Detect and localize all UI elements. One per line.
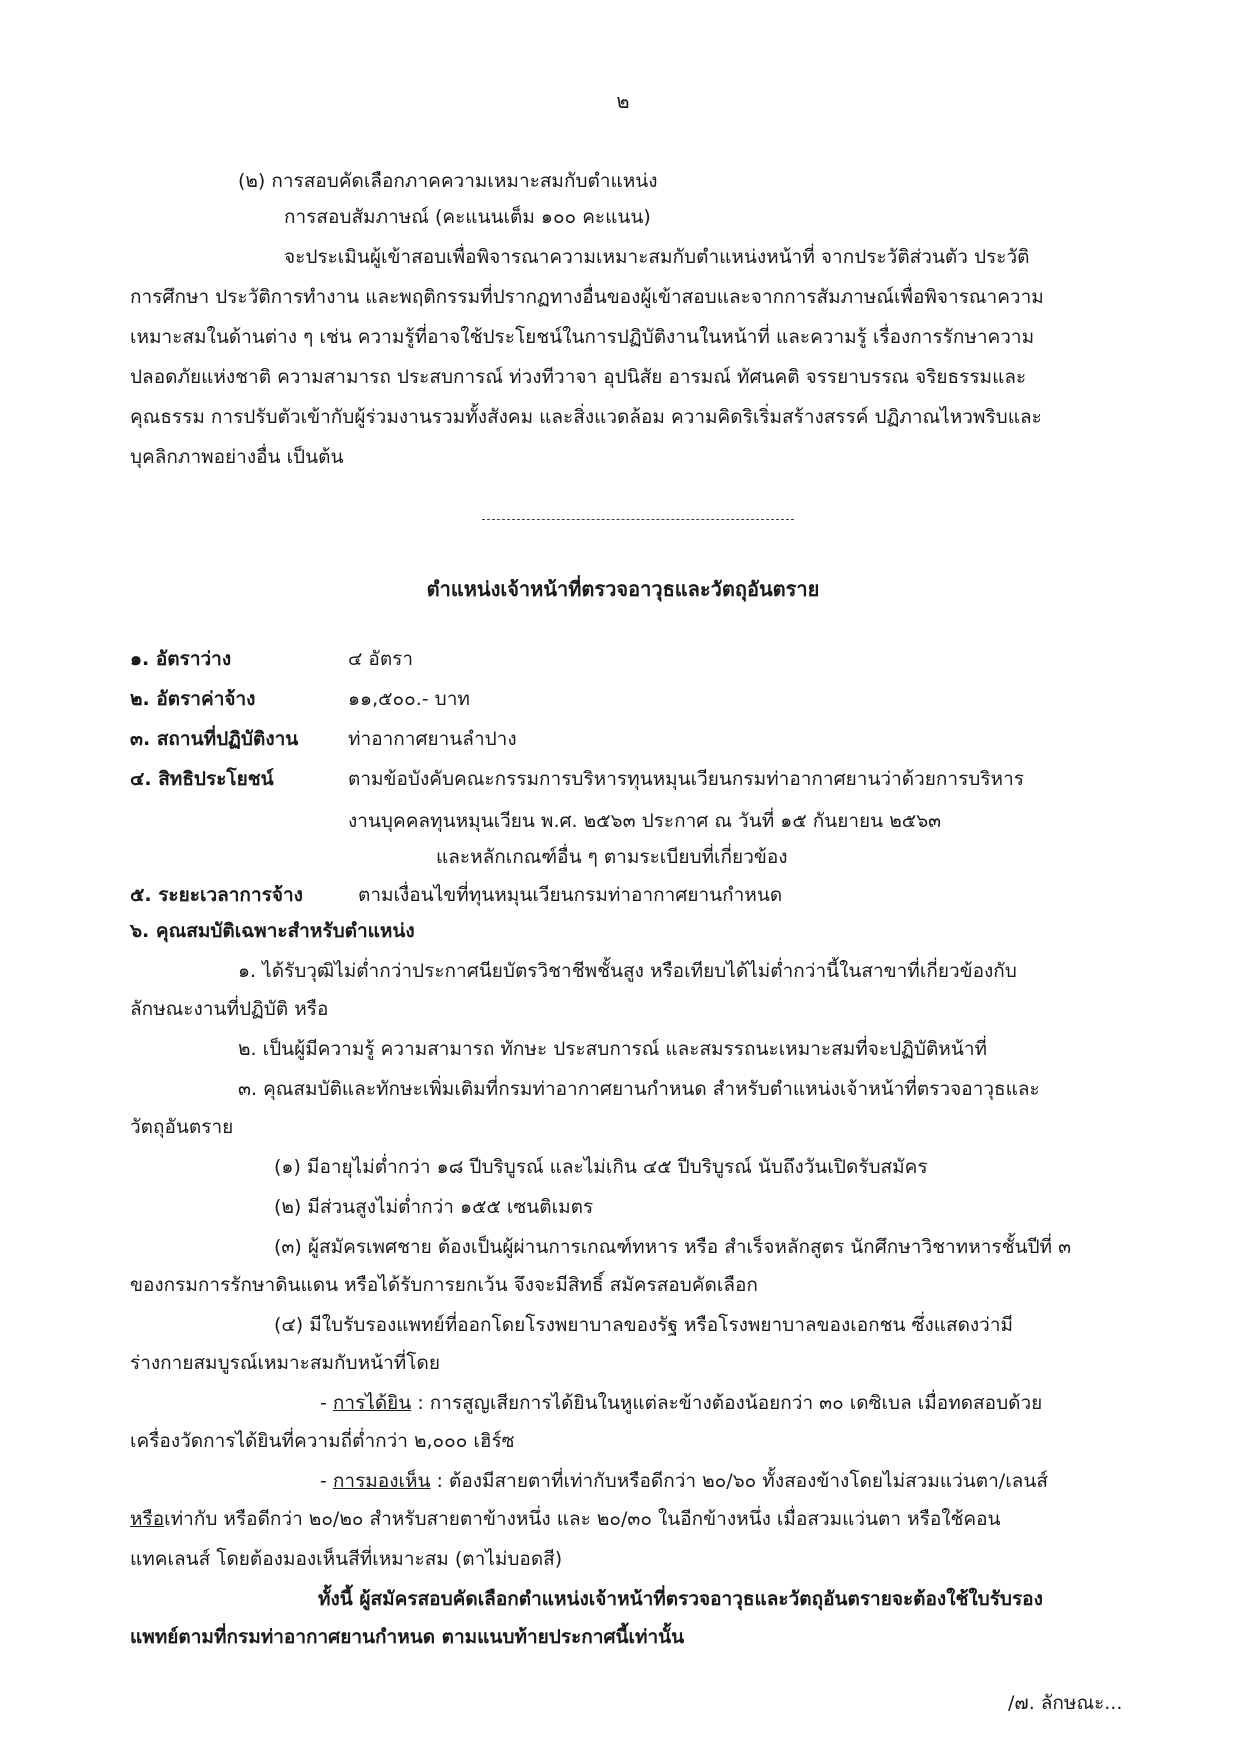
hearing-requirement-cont: เครื่องวัดการได้ยินที่ความถี่ต่ำกว่า ๒,๐๐๐ เฮิร์ซ: [130, 1430, 515, 1452]
qualification-item: ๒. เป็นผู้มีความรู้ ความสามารถ ทักษะ ประสบการณ์ และสมรรถนะเหมาะสมที่จะปฏิบัติหน้าที่: [238, 1038, 988, 1060]
sub-qualification: (๓) ผู้สมัครเพศชาย ต้องเป็นผู้ผ่านการเกณฑ์ทหาร หรือ สำเร็จหลักสูตร นักศึกษาวิชาทหารชั้นปีที่ ๓: [274, 1236, 1072, 1258]
interview-subheading: การสอบสัมภาษณ์ (คะแนนเต็ม ๑๐๐ คะแนน): [284, 206, 651, 228]
benefits-line: งานบุคคลทุนหมุนเวียน พ.ศ. ๒๕๖๓ ประกาศ ณ วันที่ ๑๕ กันยายน ๒๕๖๓: [348, 810, 942, 832]
sub-qualification: (๔) มีใบรับรองแพทย์ที่ออกโดยโรงพยาบาลของรัฐ หรือโรงพยาบาลของเอกชน ซึ่งแสดงว่ามี: [274, 1314, 1014, 1336]
qualification-item: ๓. คุณสมบัติและทักษะเพิ่มเติมที่กรมท่าอากาศยานกำหนด สำหรับตำแหน่งเจ้าหน้าที่ตรวจอาวุธและ: [238, 1078, 1040, 1100]
sub-qualification: (๒) มีส่วนสูงไม่ต่ำกว่า ๑๕๕ เซนติเมตร: [274, 1196, 594, 1218]
next-page-reference: /๗. ลักษณะ...: [1008, 1692, 1123, 1714]
detail-value: ตามข้อบังคับคณะกรรมการบริหารทุนหมุนเวียนกรมท่าอากาศยานว่าด้วยการบริหาร: [348, 768, 1024, 790]
detail-label: ๑. อัตราว่าง: [130, 648, 232, 670]
vision-requirement-cont: [130, 1504, 1001, 1534]
interview-heading: (๒) การสอบคัดเลือกภาคความเหมาะสมกับตำแหน่ง: [238, 170, 658, 192]
page-number: ๒: [616, 89, 630, 113]
closing-note: ทั้งนี้ ผู้สมัครสอบคัดเลือกตำแหน่งเจ้าหน้าที่ตรวจอาวุธและวัตถุอันตรายจะต้องใช้ใบรับรอง: [318, 1588, 1043, 1610]
hearing-requirement: [320, 1388, 1042, 1418]
interview-paragraph-line: บุคลิกภาพอย่างอื่น เป็นต้น: [130, 446, 344, 468]
hearing-text: : การสูญเสียการได้ยินในหูแต่ละข้างต้องน้อยกว่า ๓๐ เดซิเบล เมื่อทดสอบด้วย: [411, 1392, 1043, 1414]
vision-requirement-cont: แทคเลนส์ โดยต้องมองเห็นสีที่เหมาะสม (ตาไม่บอดสี): [130, 1548, 563, 1570]
dash: -: [320, 1470, 333, 1492]
interview-paragraph-line: เหมาะสมในด้านต่าง ๆ เช่น ความรู้ที่อาจใช้ประโยชน์ในการปฏิบัติงานในหน้าที่ และความรู้ เรื่องการรักษาความ: [130, 326, 1035, 348]
detail-wage: [130, 684, 470, 714]
interview-paragraph-line: ปลอดภัยแห่งชาติ ความสามารถ ประสบการณ์ ท่วงทีวาจา อุปนิสัย อารมณ์ ทัศนคติ จรรยาบรรณ จริยธรรมและ: [130, 366, 1027, 388]
interview-paragraph-line: คุณธรรม การปรับตัวเข้ากับผู้ร่วมงานรวมทั้งสังคม และสิ่งแวดล้อม ความคิดริเริ่มสร้างสรรค์ ปฏิภาณไหวพริบและ: [130, 406, 1042, 428]
detail-location: [130, 724, 517, 754]
dash: -: [320, 1392, 333, 1414]
hearing-label: การได้ยิน: [332, 1392, 412, 1414]
detail-label: ๔. สิทธิประโยชน์: [130, 768, 274, 790]
closing-note: แพทย์ตามที่กรมท่าอากาศยานกำหนด ตามแนบท้ายประกาศนี้เท่านั้น: [130, 1626, 685, 1648]
interview-paragraph-line: จะประเมินผู้เข้าสอบเพื่อพิจารณาความเหมาะสมกับตำแหน่งหน้าที่ จากประวัติส่วนตัว ประวัติ: [284, 246, 1030, 268]
detail-label: ๕. ระยะเวลาการจ้าง: [130, 884, 303, 906]
sub-qualification: ร่างกายสมบูรณ์เหมาะสมกับหน้าที่โดย: [130, 1352, 440, 1374]
detail-benefits: [130, 764, 1024, 794]
qualification-item: ๑. ได้รับวุฒิไม่ต่ำกว่าประกาศนียบัตรวิชาชีพชั้นสูง หรือเทียบได้ไม่ต่ำกว่านี้ในสาขาที่เกี่ยวข้องกับ: [238, 960, 1017, 982]
detail-value: ๑๑,๕๐๐.- บาท: [348, 688, 470, 710]
vision-text: : ต้องมีสายตาที่เท่ากับหรือดีกว่า ๒๐/๖๐ ทั้งสองข้างโดยไม่สวมแว่นตา/เลนส์: [430, 1470, 1048, 1492]
detail-vacancies: [130, 644, 413, 674]
qualification-item: ลักษณะงานที่ปฏิบัติ หรือ: [130, 998, 329, 1020]
vision-or: หรือ: [130, 1508, 165, 1530]
detail-value: ตามเงื่อนไขที่ทุนหมุนเวียนกรมท่าอากาศยานกำหนด: [358, 884, 783, 906]
detail-duration: [130, 880, 782, 910]
position-title: ตำแหน่งเจ้าหน้าที่ตรวจอาวุธและวัตถุอันตราย: [426, 577, 820, 601]
interview-paragraph-line: การศึกษา ประวัติการทำงาน และพฤติกรรมที่ปรากฏทางอื่นของผู้เข้าสอบและจากการสัมภาษณ์เพื่อพิจารณาความ: [130, 286, 1044, 308]
detail-label: ๓. สถานที่ปฏิบัติงาน: [130, 728, 299, 750]
qualifications-heading: ๖. คุณสมบัติเฉพาะสำหรับตำแหน่ง: [130, 920, 415, 942]
section-divider: [482, 519, 794, 520]
vision-requirement: [320, 1466, 1048, 1496]
sub-qualification: ของกรมการรักษาดินแดน หรือได้รับการยกเว้น จึงจะมีสิทธิ์ สมัครสอบคัดเลือก: [130, 1274, 758, 1296]
benefits-line: และหลักเกณฑ์อื่น ๆ ตามระเบียบที่เกี่ยวข้อง: [436, 846, 788, 868]
detail-value: ท่าอากาศยานลำปาง: [348, 728, 517, 750]
detail-value: ๔ อัตรา: [348, 648, 414, 670]
vision-text: เท่ากับ หรือดีกว่า ๒๐/๒๐ สำหรับสายตาข้างหนึ่ง และ ๒๐/๓๐ ในอีกข้างหนึ่ง เมื่อสวมแว่นตา หรือใช้คอน: [164, 1508, 1001, 1530]
detail-label: ๒. อัตราค่าจ้าง: [130, 688, 256, 710]
sub-qualification: (๑) มีอายุไม่ต่ำกว่า ๑๘ ปีบริบูรณ์ และไม่เกิน ๔๕ ปีบริบูรณ์ นับถึงวันเปิดรับสมัคร: [274, 1156, 928, 1178]
qualification-item: วัตถุอันตราย: [130, 1116, 234, 1138]
vision-label: การมองเห็น: [332, 1470, 431, 1492]
